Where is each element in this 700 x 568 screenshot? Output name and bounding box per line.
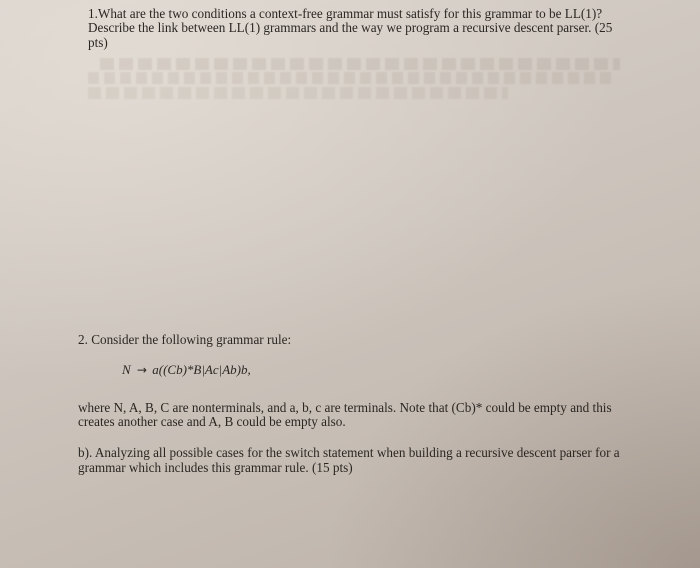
bleed-through-line-2 [88,72,616,84]
bleed-through-line-1 [100,58,620,70]
bleed-through-line-3 [88,87,508,99]
question-2-description-line-2: creates another case and A, B could be empty also. [78,414,346,429]
question-2b-line-1: b). Analyzing all possible cases for the switch statement when building a recursive descent parser for a [78,445,620,460]
grammar-rule [122,362,251,378]
question-2b-line-2: grammar which includes this grammar rule. (15 pts) [78,460,353,475]
rule-lhs: N [122,362,131,377]
question-2-description-line-1: where N, A, B, C are nonterminals, and a, b, c are terminals. Note that (Cb)* could be empty and this [78,400,612,415]
question-1-line-2: Describe the link between LL(1) grammars and the way we program a recursive descent parser. (25 [88,20,613,35]
rule-rhs: a((Cb)*B|Ac|Ab)b, [152,362,251,377]
question-2-heading: 2. Consider the following grammar rule: [78,332,292,347]
question-1-line-1: 1.What are the two conditions a context-free grammar must satisfy for this grammar to be LL(1)? [88,6,603,21]
rule-arrow: → [136,363,147,377]
question-1-line-3: pts) [88,35,108,50]
